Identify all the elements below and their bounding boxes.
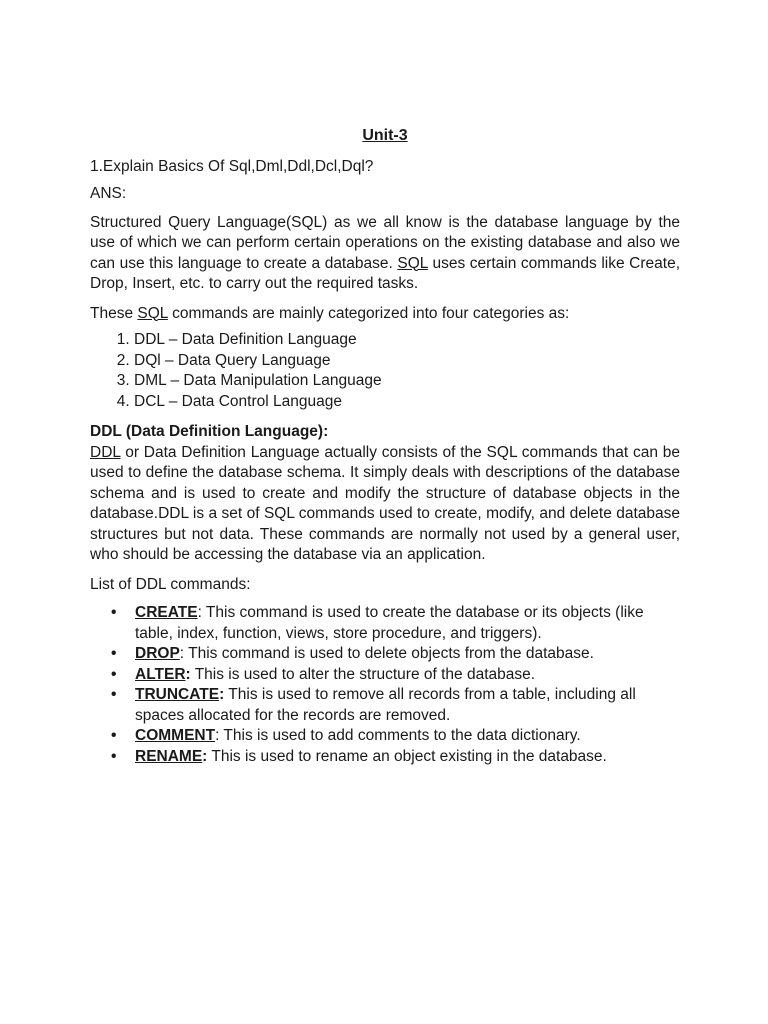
command-colon: :	[219, 686, 225, 703]
sql-link[interactable]: SQL	[137, 304, 168, 322]
command-description: This is used to alter the structure of the database.	[190, 665, 536, 683]
command-colon: :	[202, 747, 208, 765]
intro-text-before: Structured Query Language(SQL) as we all know is the database language by the use of which we can perform certain operations on the existing database and also we can use this language to create a database.	[90, 213, 680, 272]
command-description: This is used to remove all records from a table, including all spaces allocated for the records are removed.	[135, 686, 636, 724]
ddl-description	[90, 443, 680, 566]
ddl-description-text: or Data Definition Language actually consists of the SQL commands that can be used to define the database schema. It simply deals with descriptions of the database schema and is used to create and modify the structure of database objects in the database.DDL is a set of SQL commands used to create, modify, and delete database structures but not data. These commands are normally not used by a general user, who should be accessing the database via an application.	[90, 443, 680, 563]
answer-label: ANS:	[90, 185, 127, 202]
command-name[interactable]: TRUNCATE	[135, 686, 220, 703]
command-colon: :	[215, 727, 220, 744]
list-item	[135, 665, 680, 686]
list-item: 4. DCL – Data Control Language	[134, 392, 680, 413]
categories-intro	[90, 304, 680, 325]
categories-list	[90, 330, 680, 412]
ddl-list-intro: List of DDL commands:	[90, 575, 251, 593]
list-item	[135, 685, 680, 726]
ddl-heading: DDL (Data Definition Language):	[90, 423, 329, 440]
page-title: Unit-3	[362, 127, 408, 144]
command-name[interactable]: CREATE	[135, 604, 198, 621]
command-description: This command is used to create the database or its objects (like table, index, function, views, store procedure, and triggers).	[135, 604, 644, 642]
list-item	[135, 603, 680, 644]
intro-text-after: uses certain commands like Create, Drop, Insert, etc. to carry out the required tasks.	[90, 254, 680, 292]
command-colon: :	[197, 604, 202, 621]
command-description: This command is used to delete objects from the database.	[184, 645, 594, 662]
intro-paragraph	[90, 213, 680, 295]
list-item	[135, 747, 680, 768]
command-description: This is used to add comments to the data dictionary.	[219, 727, 581, 744]
ddl-link[interactable]: DDL	[90, 443, 121, 461]
command-name[interactable]: RENAME	[135, 747, 203, 765]
list-item: 3. DML – Data Manipulation Language	[134, 371, 680, 392]
command-colon: :	[185, 665, 191, 683]
ddl-commands-list	[90, 603, 680, 767]
categories-intro-before: These	[90, 304, 134, 322]
list-item: 2. DQl – Data Query Language	[134, 351, 680, 372]
command-name[interactable]: ALTER	[135, 665, 186, 683]
list-item	[135, 726, 680, 747]
list-item	[135, 644, 680, 665]
sql-link[interactable]: SQL	[397, 254, 428, 272]
question-text: 1.Explain Basics Of Sql,Dml,Ddl,Dcl,Dql?	[90, 157, 374, 175]
command-description: This is used to rename an object existing in the database.	[207, 747, 607, 765]
command-colon: :	[179, 645, 185, 662]
command-name[interactable]: DROP	[135, 645, 180, 662]
categories-intro-after: commands are mainly categorized into four categories as:	[172, 304, 570, 322]
list-item: 1. DDL – Data Definition Language	[134, 330, 680, 351]
command-name[interactable]: COMMENT	[135, 727, 216, 744]
